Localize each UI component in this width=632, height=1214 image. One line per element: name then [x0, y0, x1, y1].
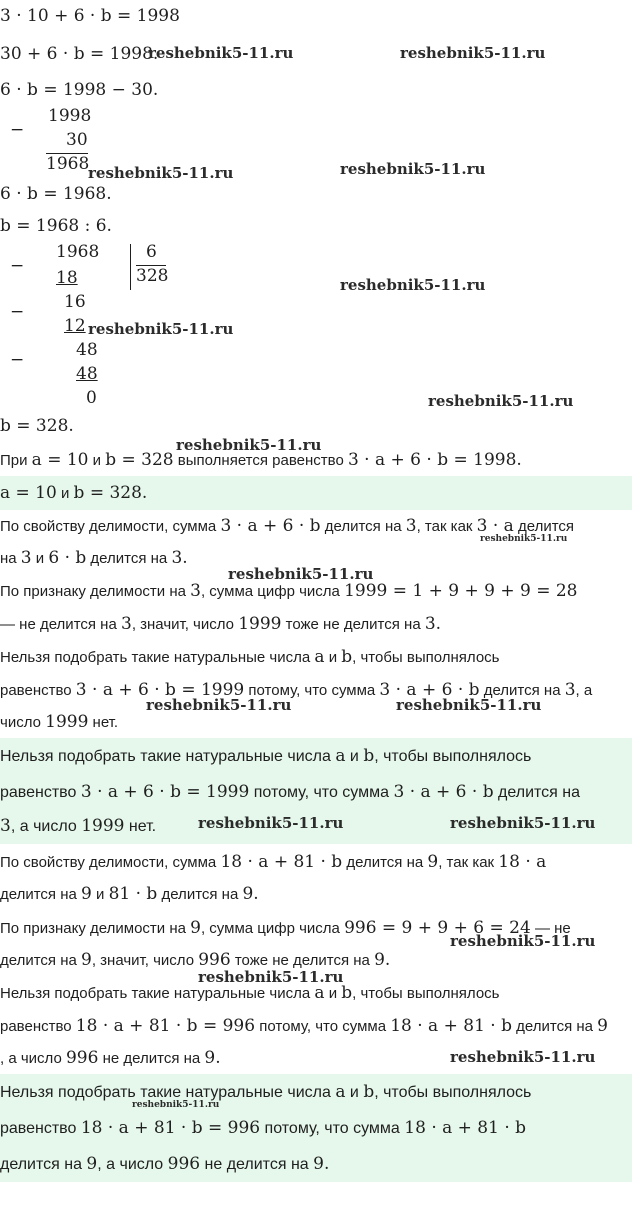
watermark: reshebnik5-11.ru	[340, 276, 486, 294]
text-line: делится на 9 и 81 · b делится на 9.	[0, 884, 259, 904]
watermark: reshebnik5-11.ru	[198, 968, 344, 986]
watermark: reshebnik5-11.ru	[176, 436, 322, 454]
text-line: на 3 и 6 · b делится на 3.	[0, 548, 188, 568]
watermark: reshebnik5-11.ru	[450, 814, 596, 832]
text-line: — не делится на 3, значит, число 1999 тоже не делится на 3.	[0, 614, 442, 634]
partial-product: 18	[56, 268, 78, 288]
watermark: reshebnik5-11.ru	[198, 814, 344, 832]
watermark: reshebnik5-11.ru	[148, 44, 294, 62]
quotient: 328	[136, 266, 169, 286]
text-line: По свойству делимости, сумма 3 · a + 6 · b делится на 3, так как 3 · a делится	[0, 516, 575, 536]
minuend: 1998	[48, 106, 92, 126]
partial-product: 12	[64, 316, 86, 336]
watermark: reshebnik5-11.ru	[88, 164, 234, 182]
text-line: равенство 3 · a + 6 · b = 1999 потому, что сумма 3 · a + 6 · b делится на 3, а	[0, 680, 593, 700]
equation-line: b = 1968 : 6.	[0, 216, 112, 236]
remainder: 48	[76, 340, 98, 360]
equation-line: 6 · b = 1968.	[0, 184, 112, 204]
answer-text: 3, а число 1999 нет.	[0, 816, 157, 836]
text-line: При a = 10 и b = 328 выполняется равенство 3 · a + 6 · b = 1998.	[0, 450, 522, 470]
watermark: reshebnik5-11.ru	[396, 696, 542, 714]
subtrahend: 30	[66, 130, 88, 150]
watermark: reshebnik5-11.ru	[146, 696, 292, 714]
dividend: 1968	[56, 242, 100, 262]
watermark: reshebnik5-11.ru	[228, 565, 374, 583]
equation-line: 3 · 10 + 6 · b = 1998	[0, 6, 180, 26]
watermark: reshebnik5-11.ru	[450, 1048, 596, 1066]
text-line: число 1999 нет.	[0, 712, 119, 732]
watermark: reshebnik5-11.ru	[480, 534, 568, 544]
division-bar	[130, 244, 131, 290]
text-line: равенство 18 · a + 81 · b = 996 потому, что сумма 18 · a + 81 · b делится на 9	[0, 1016, 608, 1036]
minus-sign: −	[10, 350, 25, 370]
divisor: 6	[146, 242, 157, 262]
watermark: reshebnik5-11.ru	[400, 44, 546, 62]
answer-text: a = 10 и b = 328.	[0, 483, 148, 503]
remainder: 16	[64, 292, 86, 312]
equation-line: 6 · b = 1998 − 30.	[0, 80, 159, 100]
difference: 1968	[46, 154, 90, 174]
answer-text: Нельзя подобрать такие натуральные числа a и b, чтобы выполнялось	[0, 1082, 532, 1102]
equation-line: b = 328.	[0, 416, 74, 436]
answer-text: равенство 3 · a + 6 · b = 1999 потому, что сумма 3 · a + 6 · b делится на	[0, 782, 581, 802]
remainder: 0	[86, 388, 97, 408]
partial-product: 48	[76, 364, 98, 384]
watermark: reshebnik5-11.ru	[132, 1100, 220, 1110]
watermark: reshebnik5-11.ru	[340, 160, 486, 178]
watermark: reshebnik5-11.ru	[88, 320, 234, 338]
answer-text: делится на 9, а число 996 не делится на 9.	[0, 1154, 330, 1174]
text-line: , а число 996 не делится на 9.	[0, 1048, 221, 1068]
minus-sign: −	[10, 302, 25, 322]
minus-sign: −	[10, 256, 25, 276]
text-line: Нельзя подобрать такие натуральные числа a и b, чтобы выполнялось	[0, 647, 500, 667]
text-line: делится на 9, значит, число 996 тоже не делится на 9.	[0, 950, 391, 970]
answer-text: равенство 18 · a + 81 · b = 996 потому, что сумма 18 · a + 81 · b	[0, 1118, 527, 1138]
answer-text: Нельзя подобрать такие натуральные числа a и b, чтобы выполнялось	[0, 746, 532, 766]
watermark: reshebnik5-11.ru	[428, 392, 574, 410]
text-line: По признаку делимости на 9, сумма цифр числа 996 = 9 + 9 + 6 = 24 — не	[0, 918, 571, 938]
text-line: По свойству делимости, сумма 18 · a + 81 · b делится на 9, так как 18 · a	[0, 852, 547, 872]
minus-sign: −	[10, 120, 25, 140]
text-line: По признаку делимости на 3, сумма цифр числа 1999 = 1 + 9 + 9 + 9 = 28	[0, 581, 578, 601]
equation-line: 30 + 6 · b = 1998.	[0, 44, 159, 64]
text-line: Нельзя подобрать такие натуральные числа a и b, чтобы выполнялось	[0, 983, 500, 1003]
watermark: reshebnik5-11.ru	[450, 932, 596, 950]
